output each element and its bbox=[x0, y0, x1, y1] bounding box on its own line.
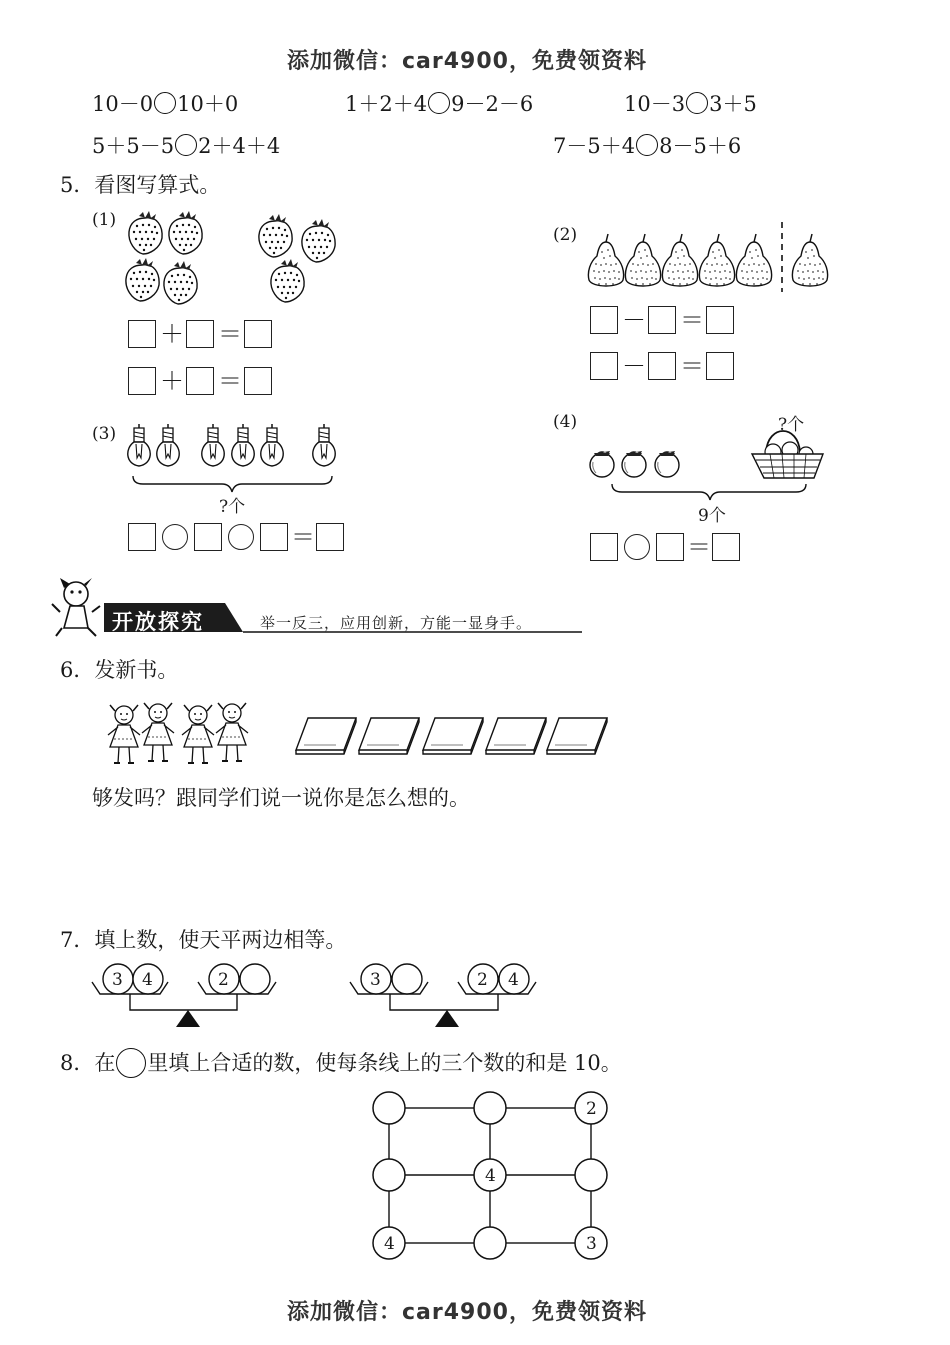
weight-value: 3 bbox=[370, 970, 381, 990]
weight-value: 4 bbox=[142, 970, 153, 990]
question-count-label: ?个 bbox=[219, 497, 246, 517]
plus-sign: ＋ bbox=[160, 320, 184, 348]
banner-tagline: 举一反三，应用创新，方能一显身手。 bbox=[260, 614, 533, 632]
part-1-label: (1) bbox=[92, 210, 117, 230]
question-8-title: 8．在 里填上合适的数，使每条线上的三个数的和是 10。 bbox=[60, 1048, 622, 1078]
question-6-title: 6．发新书。 bbox=[60, 658, 179, 682]
grid-circle bbox=[373, 1159, 405, 1191]
question-5-title: 5．看图写算式。 bbox=[60, 173, 221, 197]
equals-sign: ＝ bbox=[680, 306, 704, 334]
grid-circle bbox=[373, 1092, 405, 1124]
part-3-label: (3) bbox=[92, 424, 117, 444]
total-count-label: 9个 bbox=[698, 506, 726, 526]
banner-title: 开放探究 bbox=[112, 610, 204, 634]
watermark-top: 添加微信：car4900，免费领资料 bbox=[287, 49, 647, 74]
equals-sign: ＝ bbox=[687, 533, 711, 561]
plus-sign: ＋ bbox=[160, 367, 184, 395]
grid-value: 2 bbox=[586, 1099, 597, 1119]
compare-item: 1＋2＋4 9－2－6 bbox=[345, 92, 534, 116]
part-2-label: (2) bbox=[553, 225, 578, 245]
grid-circle bbox=[474, 1227, 506, 1259]
question-7-title: 7．填上数，使天平两边相等。 bbox=[60, 928, 347, 952]
compare-item: 10－0 10＋0 bbox=[92, 92, 239, 116]
compare-item: 7－5＋4 8－5＋6 bbox=[553, 134, 742, 158]
grid-value: 3 bbox=[586, 1234, 597, 1254]
grid-circle bbox=[575, 1159, 607, 1191]
minus-sign: － bbox=[622, 306, 646, 334]
part-4-label: (4) bbox=[553, 412, 578, 432]
weight-value: 2 bbox=[477, 970, 488, 990]
compare-item: 10－3 3＋5 bbox=[624, 92, 757, 116]
compare-item: 5＋5－5 2＋4＋4 bbox=[92, 134, 281, 158]
weight-value: 3 bbox=[112, 970, 123, 990]
equals-sign: ＝ bbox=[291, 523, 315, 551]
grid-value: 4 bbox=[384, 1234, 395, 1254]
grid-circle bbox=[474, 1092, 506, 1124]
watermark-bottom: 添加微信：car4900，免费领资料 bbox=[287, 1300, 647, 1325]
grid-value: 4 bbox=[485, 1166, 496, 1186]
weight-value: 2 bbox=[218, 970, 229, 990]
minus-sign: － bbox=[622, 352, 646, 380]
equals-sign: ＝ bbox=[218, 320, 242, 348]
weight-value: 4 bbox=[508, 970, 519, 990]
equals-sign: ＝ bbox=[680, 352, 704, 380]
equals-sign: ＝ bbox=[218, 367, 242, 395]
question-6-prompt: 够发吗？跟同学们说一说你是怎么想的。 bbox=[92, 786, 470, 810]
question-count-label: ?个 bbox=[778, 415, 805, 435]
